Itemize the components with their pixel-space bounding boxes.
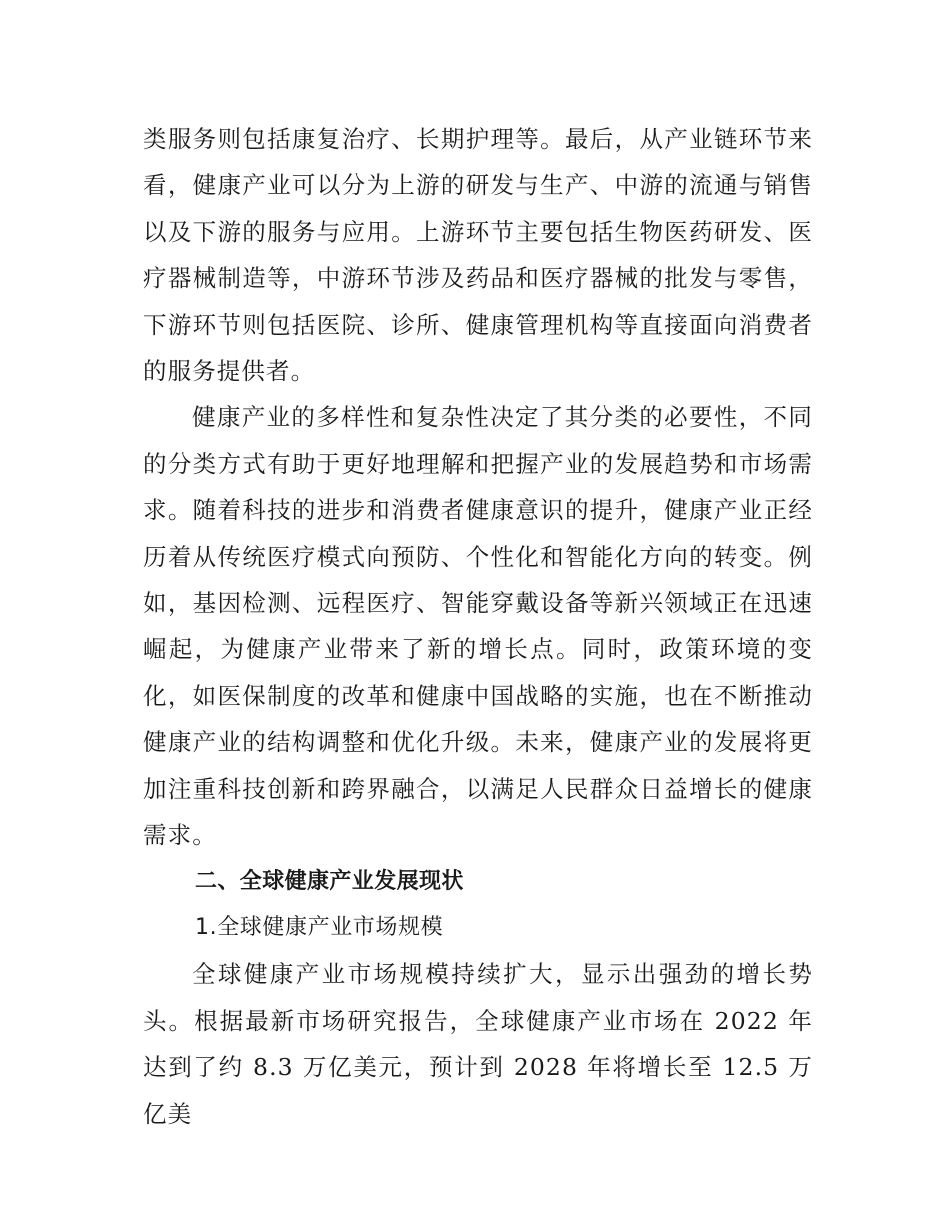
subsection-heading: 1.全球健康产业市场规模: [195, 914, 444, 940]
paragraph-industry-classification: 健康产业的多样性和复杂性决定了其分类的必要性，不同的分类方式有助于更好地理解和把握产业的发展趋势和市场需求。随着科技的进步和消费者健康意识的提升，健康产业正经历着从传统医疗模式向预防、个性化和智能化方向的转变。例如，基因检测、远程医疗、智能穿戴设备等新兴领域正在迅速崛起，为健康产业带来了新的增长点。同时，政策环境的变化，如医保制度的改革和健康中国战略的实施，也在不断推动健康产业的结构调整和优化升级。未来，健康产业的发展将更加注重科技创新和跨界融合，以满足人民群众日益增长的健康需求。: [143, 403, 813, 850]
paragraph-market-size: 全球健康产业市场规模持续扩大，显示出强劲的增长势头。根据最新市场研究报告，全球健康产业市场在 2022 年达到了约 8.3 万亿美元，预计到 2028 年将增长至 12.5 万亿美: [143, 960, 813, 1128]
document-body: [143, 116, 813, 1137]
section-heading: 二、全球健康产业发展现状: [195, 868, 464, 894]
paragraph-continuation: 类服务则包括康复治疗、长期护理等。最后，从产业链环节来看，健康产业可以分为上游的研发与生产、中游的流通与销售以及下游的服务与应用。上游环节主要包括生物医药研发、医疗器械制造等，中游环节涉及药品和医疗器械的批发与零售，下游环节则包括医院、诊所、健康管理机构等直接面向消费者的服务提供者。: [143, 125, 813, 386]
